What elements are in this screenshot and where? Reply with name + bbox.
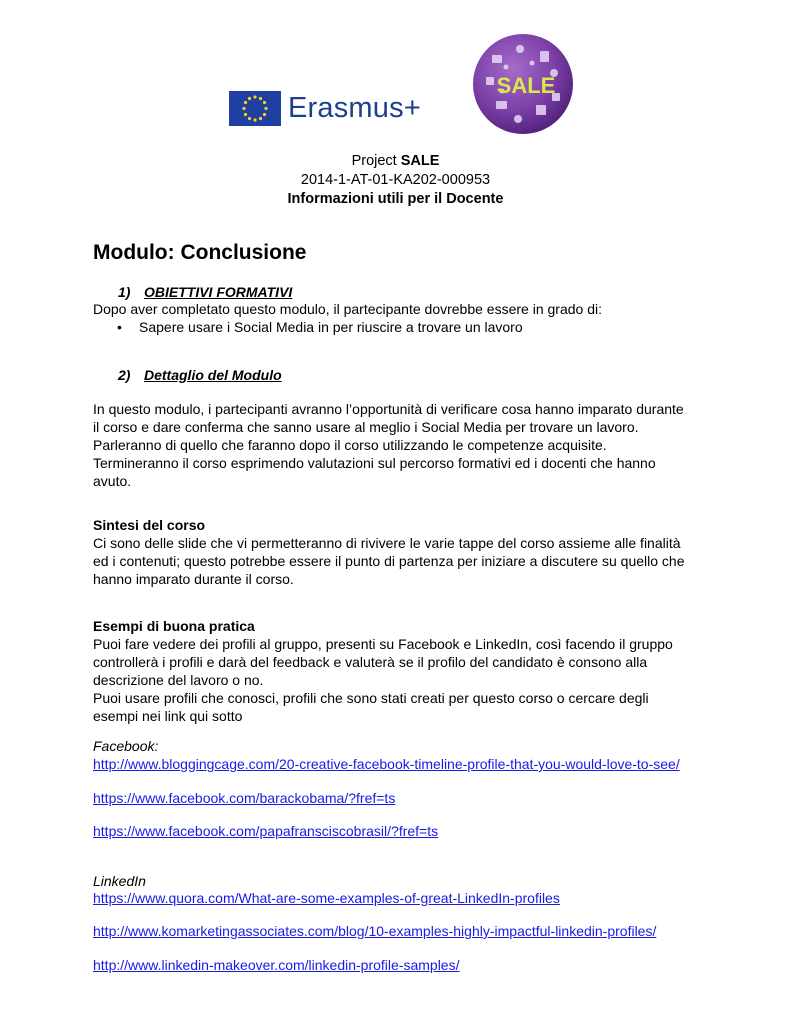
module-title: Modulo: Conclusione bbox=[93, 241, 307, 264]
linkedin-label: LinkedIn bbox=[93, 873, 146, 889]
esempi-paragraph bbox=[93, 635, 699, 725]
erasmus-wordmark: Erasmus+ bbox=[288, 92, 421, 124]
list-item-text: Sapere usare i Social Media in per riuscire a trovare un lavoro bbox=[139, 319, 523, 335]
project-name: SALE bbox=[400, 153, 440, 169]
linkedin-link-2[interactable]: http://www.komarketingassociates.com/blog/10-examples-highly-impactful-linkedin-profiles/ bbox=[93, 923, 657, 939]
linkedin-link-1[interactable]: https://www.quora.com/What-are-some-examples-of-great-LinkedIn-profiles bbox=[93, 890, 560, 906]
paragraph-line: In questo modulo, i partecipanti avranno l’opportunità di verificare cosa hanno imparato durante bbox=[93, 401, 684, 417]
facebook-link-1[interactable]: http://www.bloggingcage.com/20-creative-facebook-timeline-profile-that-you-would-love-to-see/ bbox=[93, 756, 680, 772]
paragraph-line: Termineranno il corso esprimendo valutazioni sul percorso formativi ed i docenti che hanno bbox=[93, 455, 656, 471]
project-header bbox=[0, 152, 791, 209]
paragraph-line: Parleranno di quello che faranno dopo il corso utilizzando le competenze acquisite. bbox=[93, 437, 607, 453]
list-item bbox=[93, 318, 699, 336]
project-code: 2014-1-AT-01-KA202-000953 bbox=[300, 172, 491, 188]
sintesi-title: Sintesi del corso bbox=[93, 517, 206, 533]
section-1-intro bbox=[93, 300, 699, 318]
linkedin-link-3[interactable]: http://www.linkedin-makeover.com/linkedin-profile-samples/ bbox=[93, 957, 460, 973]
sale-logo-text: SALE bbox=[496, 73, 556, 98]
section-2-heading bbox=[118, 367, 724, 383]
facebook-link-3[interactable]: https://www.facebook.com/papafransciscobrasil/?fref=ts bbox=[93, 823, 439, 839]
section-1-intro-text: Dopo aver completato questo modulo, il partecipante dovrebbe essere in grado di: bbox=[93, 301, 602, 317]
section-2-title: Dettaglio del Modulo bbox=[144, 367, 282, 383]
document-subtitle: Informazioni utili per il Docente bbox=[287, 191, 504, 207]
section-1-number: 1) bbox=[118, 284, 131, 300]
section-1-title: OBIETTIVI FORMATIVI bbox=[144, 284, 293, 300]
sintesi-paragraph bbox=[93, 534, 699, 588]
paragraph-line: ed i contenuti; questo potrebbe essere il punto di partenza per iniziare a discutere su quello che bbox=[93, 553, 685, 569]
paragraph-line: hanno imparato durante il corso. bbox=[93, 571, 294, 587]
section-2-paragraph bbox=[93, 400, 699, 490]
facebook-label: Facebook: bbox=[93, 738, 159, 754]
paragraph-line: avuto. bbox=[93, 473, 132, 489]
paragraph-line: Puoi usare profili che conosci, profili che sono stati creati per questo corso o cercare degli bbox=[93, 690, 649, 706]
paragraph-line: Puoi fare vedere dei profili al gruppo, presenti su Facebook e LinkedIn, così facendo il gruppo bbox=[93, 636, 673, 652]
project-line bbox=[0, 152, 791, 171]
sale-project-logo bbox=[472, 33, 574, 135]
paragraph-line: il corso e dare conferma che sanno usare al meglio i Social Media per trovare un lavoro. bbox=[93, 419, 639, 435]
eu-flag-icon bbox=[229, 91, 281, 126]
paragraph-line: descrizione del lavoro o no. bbox=[93, 672, 264, 688]
paragraph-line: controllerà i profili e darà del feedback e valuterà se il profilo del candidato è consono alla bbox=[93, 654, 648, 670]
facebook-link-2[interactable]: https://www.facebook.com/barackobama/?fref=ts bbox=[93, 790, 396, 806]
section-2-number: 2) bbox=[118, 367, 131, 383]
section-1-heading bbox=[118, 284, 724, 300]
bullet-icon: • bbox=[117, 319, 122, 335]
project-prefix: Project bbox=[351, 153, 401, 169]
erasmus-logo bbox=[229, 91, 421, 126]
paragraph-line: Ci sono delle slide che vi permetteranno di rivivere le varie tappe del corso assieme alle finalità bbox=[93, 535, 681, 551]
esempi-title: Esempi di buona pratica bbox=[93, 618, 255, 634]
paragraph-line: esempi nei link qui sotto bbox=[93, 708, 243, 724]
